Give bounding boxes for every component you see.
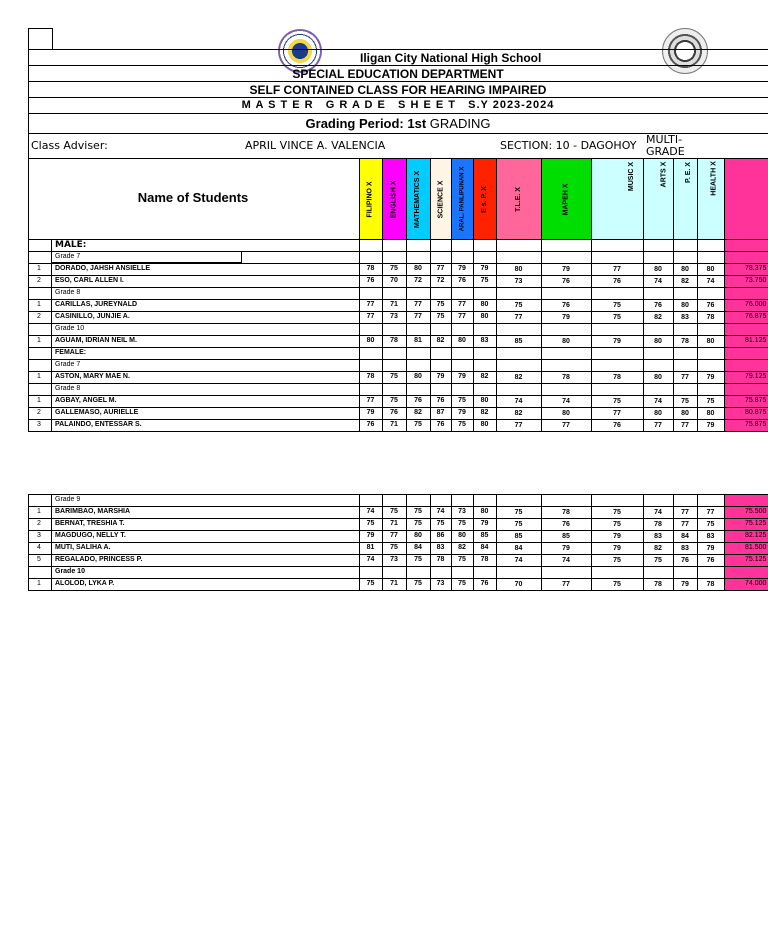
grade-cell: 79 [480, 265, 489, 272]
grade-cell: 83 [681, 314, 689, 321]
table-row [28, 518, 768, 530]
col-pe: P. E. X [673, 159, 697, 239]
grade-cell: 75 [458, 556, 466, 563]
average-value: 82.125 [745, 532, 767, 539]
grade-cell: 79 [613, 545, 621, 552]
col-health: HEALTH X [697, 159, 724, 239]
grade-cell: 75 [458, 421, 466, 428]
grade-cell: 83 [681, 545, 689, 552]
grade-cell: 78 [681, 338, 689, 345]
grade-cell: 77 [366, 301, 375, 308]
group-label: Grade 10 [55, 325, 85, 332]
grade-cell: 73 [390, 313, 398, 320]
grade-cell: 75 [613, 302, 621, 309]
grade-cell: 80 [458, 337, 466, 344]
grade-cell: 86 [436, 532, 445, 539]
grade-cell: 74 [366, 556, 375, 563]
grade-cell: 80 [366, 337, 375, 344]
row-number: 1 [37, 301, 41, 308]
table-row [28, 263, 768, 275]
grade-cell: 74 [514, 557, 523, 564]
table-row [28, 311, 768, 323]
table-row [28, 554, 768, 566]
grade-cell: 76 [681, 557, 689, 564]
average-cell-bg [725, 239, 768, 251]
student-name: REGALADO, PRINCESS P. [55, 556, 143, 563]
grade-cell: 80 [654, 266, 662, 273]
grade-cell: 76 [706, 302, 715, 309]
grade-cell: 78 [706, 581, 715, 588]
grade-cell: 75 [414, 556, 422, 563]
student-name: BERNAT, TRESHIA T. [55, 520, 125, 527]
row-number: 2 [37, 313, 41, 320]
average-value: 79.125 [745, 373, 767, 380]
table-row [28, 530, 768, 542]
row-number: 1 [37, 265, 41, 272]
grade-cell: 73 [514, 278, 523, 285]
grade-cell: 77 [366, 397, 375, 404]
average-value: 74.000 [745, 580, 767, 587]
grade-cell: 79 [562, 314, 570, 321]
grade-cell: 76 [654, 302, 662, 309]
grade-cell: 71 [390, 301, 398, 308]
row-number: 3 [37, 421, 41, 428]
grade-cell: 77 [654, 422, 662, 429]
average-value: 75.500 [745, 508, 767, 515]
grade-cell: 72 [436, 277, 445, 284]
group-label-row [28, 494, 768, 506]
grade-cell: 78 [366, 265, 375, 272]
grade-cell: 79 [681, 581, 689, 588]
table-row [28, 299, 768, 311]
student-name: GALLEMASO, AURIELLE [55, 409, 139, 416]
grade-cell: 78 [390, 337, 398, 344]
group-label: FEMALE: [55, 349, 87, 356]
student-name: CARILLAS, JUREYNALD [55, 301, 138, 308]
grade-cell: 84 [514, 545, 523, 552]
grade-cell: 87 [436, 409, 445, 416]
grade-cell: 76 [562, 302, 570, 309]
col-english: ENGLISH X [382, 159, 406, 239]
grade-cell: 75 [390, 397, 398, 404]
adviser-label: Class Adviser: [31, 139, 108, 152]
row-number: 1 [37, 397, 41, 404]
table-row [28, 335, 768, 347]
grade-cell: 82 [654, 545, 662, 552]
grade-cell: 76 [706, 557, 715, 564]
department-title: SPECIAL EDUCATION DEPARTMENT [292, 67, 504, 81]
table-row [28, 407, 768, 419]
grade-cell: 78 [706, 314, 715, 321]
grade-cell: 75 [458, 580, 466, 587]
grade-cell: 75 [414, 520, 422, 527]
grade-cell: 75 [458, 397, 466, 404]
grade-cell: 78 [654, 581, 662, 588]
grade-cell: 77 [514, 314, 523, 321]
grade-cell: 74 [514, 398, 523, 405]
grade-cell: 80 [654, 374, 662, 381]
average-cell-bg [725, 359, 768, 371]
grade-cell: 77 [562, 422, 570, 429]
col-math: MATHEMATICS X [406, 159, 430, 239]
average-value: 75.875 [745, 421, 767, 428]
grade-cell: 84 [480, 544, 489, 551]
student-name: AGUAM, IDRIAN NEIL M. [55, 337, 137, 344]
student-name: BARIMBAO, MARSHIA [55, 508, 131, 515]
grade-cell: 78 [366, 373, 375, 380]
average-cell-bg [725, 494, 768, 506]
grade-cell: 76 [613, 422, 621, 429]
student-name: MAGDUGO, NELLY T. [55, 532, 126, 539]
row-number: 2 [37, 409, 41, 416]
col-filipino: FILIPINO X [359, 159, 382, 239]
grade-cell: 80 [414, 265, 422, 272]
grade-cell: 82 [681, 278, 689, 285]
table-row [28, 371, 768, 383]
grade-cell: 73 [390, 556, 398, 563]
group-label-row [28, 359, 768, 371]
adviser-name: APRIL VINCE A. VALENCIA [245, 139, 386, 152]
grade-cell: 82 [514, 410, 523, 417]
grade-cell: 82 [480, 409, 489, 416]
group-label: Grade 10 [55, 568, 85, 575]
col-esp: E s. P. X [473, 159, 496, 239]
grade-cell: 84 [414, 544, 422, 551]
grade-cell: 77 [414, 313, 422, 320]
student-name: ALOLOD, LYKA P. [55, 580, 115, 587]
grade-cell: 79 [366, 532, 375, 539]
grading-period-label: Grading Period: 1st [305, 116, 427, 131]
grade-cell: 77 [562, 581, 570, 588]
row-number: 1 [37, 337, 41, 344]
row-number: 1 [37, 508, 41, 515]
grade-cell: 75 [414, 580, 422, 587]
average-value: 81.500 [745, 544, 767, 551]
average-value: 73.750 [745, 277, 767, 284]
student-name: PALAINDO, ENTESSAR S. [55, 421, 142, 428]
col-araling: ARAL. PANLIPUNAN X [451, 159, 473, 239]
student-name: AGBAY, ANGEL M. [55, 397, 117, 404]
grade-cell: 82 [458, 544, 466, 551]
grade-cell: 74 [562, 557, 570, 564]
group-label: MALE: [55, 240, 87, 250]
group-label-row [28, 566, 768, 578]
col-average [725, 159, 768, 239]
grade-cell: 82 [514, 374, 523, 381]
table-row [28, 419, 768, 431]
grade-cell: 76 [436, 397, 445, 404]
col-music: MUSIC X [591, 159, 643, 239]
grade-cell: 78 [436, 556, 445, 563]
grade-cell: 80 [480, 421, 489, 428]
grade-cell: 77 [681, 521, 689, 528]
grade-cell: 79 [366, 409, 375, 416]
grade-cell: 70 [514, 581, 523, 588]
grade-cell: 80 [706, 338, 715, 345]
average-value: 76.000 [745, 301, 767, 308]
grade-cell: 75 [681, 398, 689, 405]
grade-cell: 74 [366, 508, 375, 515]
grade-cell: 77 [458, 301, 466, 308]
grade-cell: 75 [613, 581, 621, 588]
grade-cell: 85 [480, 532, 489, 539]
grade-cell: 84 [681, 533, 689, 540]
grade-cell: 75 [613, 521, 621, 528]
grade-cell: 76 [414, 397, 422, 404]
grade-cell: 80 [654, 410, 662, 417]
student-name: ASTON, MARY MAE N. [55, 373, 130, 380]
grade-cell: 78 [562, 374, 570, 381]
grade-cell: 71 [390, 421, 398, 428]
grade-cell: 75 [436, 301, 445, 308]
grade-cell: 75 [414, 421, 422, 428]
grade-cell: 80 [514, 266, 523, 273]
grade-cell: 78 [562, 509, 570, 516]
grade-cell: 80 [706, 266, 715, 273]
grade-cell: 75 [706, 521, 715, 528]
average-value: 78.375 [745, 265, 767, 272]
grade-cell: 75 [613, 557, 621, 564]
grade-cell: 76 [458, 277, 466, 284]
average-cell-bg [725, 287, 768, 299]
grade-cell: 75 [414, 508, 422, 515]
grade-cell: 75 [480, 277, 489, 284]
grade-cell: 79 [706, 374, 715, 381]
grade-cell: 74 [654, 398, 662, 405]
group-label: Grade 9 [55, 496, 81, 503]
section-label: SECTION: 10 - DAGOHOY [500, 139, 637, 152]
average-value: 76.875 [745, 313, 767, 320]
table-row [28, 578, 768, 590]
group-label: Grade 7 [55, 253, 81, 260]
grade-cell: 77 [366, 313, 375, 320]
student-name: CASINILLO, JUNJIE A. [55, 313, 130, 320]
group-label: Grade 8 [55, 385, 81, 392]
grade-cell: 76 [390, 409, 398, 416]
grade-cell: 74 [654, 278, 662, 285]
average-cell-bg [725, 323, 768, 335]
average-value: 75.125 [745, 520, 767, 527]
grade-cell: 80 [681, 266, 689, 273]
grade-cell: 76 [366, 421, 375, 428]
grade-cell: 85 [514, 338, 523, 345]
grade-cell: 78 [480, 556, 489, 563]
col-mapeh: MAPEH X [541, 159, 591, 239]
grade-cell: 77 [706, 509, 715, 516]
col-arts: ARTS X [643, 159, 673, 239]
group-label-row [28, 383, 768, 395]
row-number: 5 [37, 556, 41, 563]
grade-cell: 76 [562, 521, 570, 528]
grade-cell: 79 [436, 373, 445, 380]
average-cell-bg [725, 383, 768, 395]
grade-cell: 75 [390, 508, 398, 515]
grade-cell: 73 [436, 580, 445, 587]
grade-cell: 77 [681, 422, 689, 429]
grade-cell: 77 [514, 422, 523, 429]
grade-cell: 75 [514, 521, 523, 528]
average-cell-bg [725, 566, 768, 578]
grade-cell: 80 [480, 397, 489, 404]
grade-cell: 79 [706, 422, 715, 429]
group-label: Grade 7 [55, 361, 81, 368]
grade-cell: 75 [613, 314, 621, 321]
average-value: 75.125 [745, 556, 767, 563]
group-label-row [28, 323, 768, 335]
grade-type-line2: GRADE [646, 145, 685, 158]
grade-cell: 75 [706, 398, 715, 405]
table-row [28, 542, 768, 554]
group-label-row [28, 347, 768, 359]
grade-cell: 76 [480, 580, 489, 587]
grade-cell: 79 [562, 545, 570, 552]
grade-cell: 75 [390, 265, 398, 272]
grade-cell: 83 [480, 337, 489, 344]
grade-cell: 80 [706, 410, 715, 417]
grade-cell: 80 [562, 338, 570, 345]
grade-cell: 77 [613, 410, 621, 417]
grade-cell: 74 [706, 278, 715, 285]
grade-cell: 79 [458, 373, 466, 380]
grading-period-suffix: GRADING [429, 116, 491, 131]
grade-cell: 80 [458, 532, 466, 539]
grade-cell: 77 [681, 509, 689, 516]
grade-cell: 77 [613, 266, 621, 273]
grade-cell: 75 [514, 509, 523, 516]
grade-cell: 80 [480, 301, 489, 308]
grade-cell: 74 [436, 508, 445, 515]
grade-cell: 80 [681, 410, 689, 417]
grade-cell: 85 [562, 533, 570, 540]
grade-cell: 79 [613, 338, 621, 345]
grade-cell: 85 [514, 533, 523, 540]
grade-cell: 75 [366, 580, 375, 587]
grade-cell: 79 [458, 265, 466, 272]
student-name: ESO, CARL ALLEN I. [55, 277, 124, 284]
grade-type-line1: MULTI- [646, 133, 683, 146]
student-name: MUTI, SALIHA A. [55, 544, 111, 551]
grade-cell: 82 [436, 337, 445, 344]
grade-cell: 77 [436, 265, 445, 272]
grade-cell: 83 [706, 533, 715, 540]
table-row [28, 395, 768, 407]
grade-cell: 71 [390, 580, 398, 587]
grade-cell: 74 [654, 509, 662, 516]
average-cell-bg [725, 251, 768, 263]
master-grade-sheet-title: M A S T E R G R A D E S H E E T S.Y 2023-2024 [241, 99, 555, 111]
grade-cell: 80 [480, 313, 489, 320]
row-number: 1 [37, 580, 41, 587]
table-row [28, 506, 768, 518]
school-name: Iligan City National High School [360, 51, 542, 65]
grade-cell: 75 [514, 302, 523, 309]
grade-cell: 79 [480, 520, 489, 527]
grade-cell: 76 [613, 278, 621, 285]
group-label-row [28, 239, 768, 251]
corner-box [28, 28, 53, 50]
grade-cell: 76 [366, 277, 375, 284]
grade-cell: 74 [562, 398, 570, 405]
grade-cell: 75 [390, 373, 398, 380]
average-value: 75.875 [745, 397, 767, 404]
grade-cell: 77 [414, 301, 422, 308]
grade-cell: 82 [654, 314, 662, 321]
grade-cell: 79 [458, 409, 466, 416]
grade-cell: 75 [613, 398, 621, 405]
grade-cell: 75 [654, 557, 662, 564]
grade-cell: 72 [414, 277, 422, 284]
average-value: 80.875 [745, 409, 767, 416]
grade-cell: 79 [613, 533, 621, 540]
row-number: 3 [37, 532, 41, 539]
grade-cell: 77 [390, 532, 398, 539]
grading-period [28, 116, 768, 131]
grade-cell: 75 [613, 509, 621, 516]
grade-cell: 80 [414, 532, 422, 539]
grade-cell: 80 [562, 410, 570, 417]
average-value: 81.125 [745, 337, 767, 344]
grade-cell: 79 [562, 266, 570, 273]
grade-cell: 76 [562, 278, 570, 285]
grade-cell: 82 [480, 373, 489, 380]
grade-cell: 71 [390, 520, 398, 527]
average-cell-bg [725, 347, 768, 359]
row-number: 2 [37, 277, 41, 284]
grade-cell: 83 [436, 544, 445, 551]
grade-cell: 75 [436, 313, 445, 320]
grade-cell: 75 [366, 520, 375, 527]
grade-cell: 81 [366, 544, 375, 551]
col-science: SCIENCE X [430, 159, 451, 239]
grade-cell: 77 [681, 374, 689, 381]
class-type-title: SELF CONTAINED CLASS FOR HEARING IMPAIRED [249, 83, 547, 97]
grade-cell: 73 [458, 508, 466, 515]
col-tle: T.L.E. X [496, 159, 541, 239]
grade-cell: 80 [414, 373, 422, 380]
grade-cell: 82 [414, 409, 422, 416]
name-column-header: Name of Students [137, 190, 249, 205]
grade-cell: 75 [458, 520, 466, 527]
student-name: DORADO, JAHSH ANSIELLE [55, 265, 151, 272]
grade-cell: 81 [414, 337, 422, 344]
grade-cell: 79 [706, 545, 715, 552]
table-row [28, 275, 768, 287]
group-label: Grade 8 [55, 289, 81, 296]
grade-cell: 70 [390, 277, 398, 284]
group-label-row [28, 287, 768, 299]
grade-cell: 76 [436, 421, 445, 428]
grade-cell: 83 [654, 533, 662, 540]
grade-cell: 75 [436, 520, 445, 527]
grade-cell: 77 [458, 313, 466, 320]
grade-cell: 75 [390, 544, 398, 551]
row-number: 4 [37, 544, 41, 551]
grade-cell: 78 [654, 521, 662, 528]
grade-cell: 80 [480, 508, 489, 515]
grade-cell: 78 [613, 374, 621, 381]
grade-cell: 80 [681, 302, 689, 309]
row-number: 1 [37, 373, 41, 380]
row-number: 2 [37, 520, 41, 527]
grade-cell: 80 [654, 338, 662, 345]
